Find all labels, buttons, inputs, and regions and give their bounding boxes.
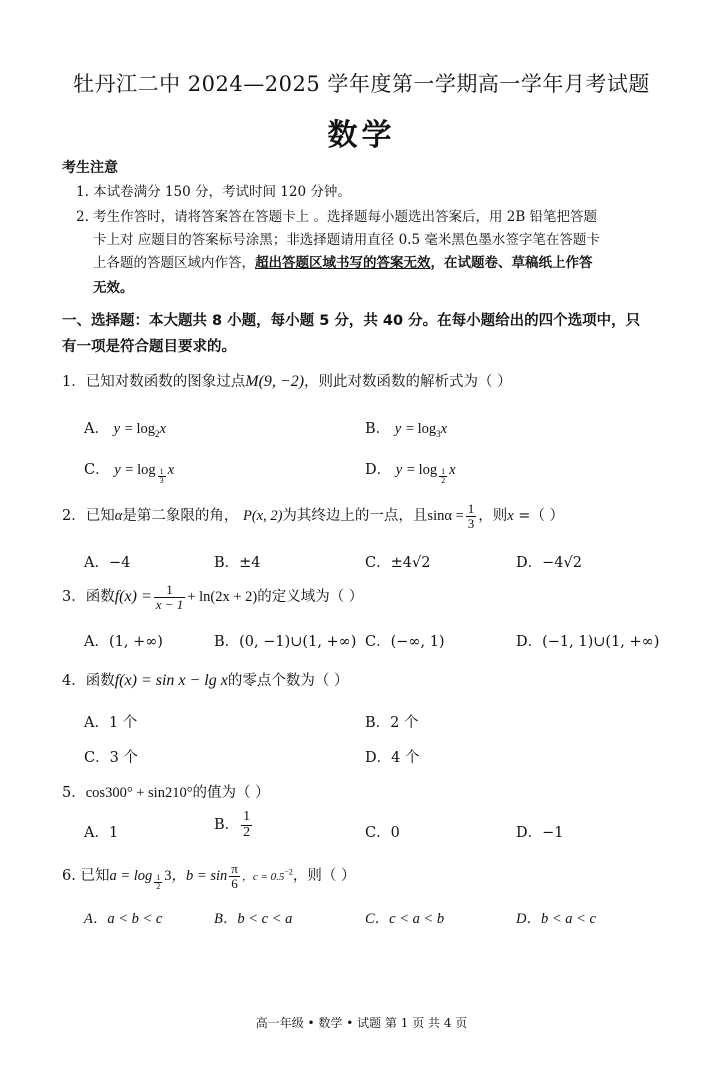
question-5-option-b: B． $\frac{1}{2}$ bbox=[214, 809, 251, 840]
question-4-option-c: C．3 个 bbox=[84, 750, 138, 766]
question-2-option-d: D．−4√2 bbox=[516, 555, 582, 571]
question-5-option-c: C．0 bbox=[365, 825, 400, 841]
question-2-option-b: B．±4 bbox=[214, 555, 261, 571]
question-1-option-a: A． $y = \log_2x$ bbox=[84, 421, 166, 439]
question-1-option-b: B． $y = \log_3x$ bbox=[365, 421, 448, 439]
question-6-option-c: C．c < a < b bbox=[365, 911, 445, 927]
question-2-option-c: C．±4√2 bbox=[365, 555, 431, 571]
question-6-option-a: A．a < b < c bbox=[84, 911, 163, 927]
notice-item-2-line-2: 卡上对 应题目的答案标号涂黑；非选择题请用直径 0.5 毫米黑色墨水签字笔在答题卡 bbox=[93, 232, 600, 248]
question-2-stem: 2．已知α是第二象限的角， P(x, 2)为其终边上的一点，且sinα = $\frac{1}{3}$ ，则x =（ ） bbox=[62, 501, 565, 531]
question-5-option-d: D．−1 bbox=[516, 825, 564, 841]
question-4-option-b: B．2 个 bbox=[365, 715, 419, 731]
notice-text: 上各题的答题区域内作答， bbox=[93, 255, 255, 271]
question-2-option-a: A．−4 bbox=[84, 555, 131, 571]
question-3-option-b: B．(0, −1)∪(1, +∞) bbox=[214, 634, 357, 650]
notice-item-2-line-3 bbox=[93, 251, 593, 271]
question-1-option-c: C． y = log $\frac{1}{3}$ x bbox=[84, 462, 175, 485]
question-3-stem: 3．函数f(x) = $\frac{1}{x - 1}$ + ln(2x + 2)的定义域为（ ） bbox=[62, 582, 364, 612]
question-3-option-c: C．(−∞, 1) bbox=[365, 634, 445, 650]
notice-item-2-line-1: 2. 考生作答时，请将答案答在答题卡上 。选择题每小题选出答案后，用 2B 铅笔把答题 bbox=[76, 209, 598, 225]
section-heading-line-2: 有一项是符合题目要求的。 bbox=[62, 339, 236, 355]
question-5-option-a: A．1 bbox=[84, 825, 119, 841]
question-4-stem: 4．函数f(x) = sin x − lg x的零点个数为（ ） bbox=[62, 672, 349, 689]
question-5-stem: 5．cos300° + sin210°的值为（ ） bbox=[62, 785, 270, 801]
notice-item-2-line-4: 无效。 bbox=[93, 280, 134, 296]
exam-title: 牡丹江二中 2024—2025 学年度第一学期高一学年月考试题 bbox=[73, 72, 650, 96]
notice-item-1: 1. 本试卷满分 150 分，考试时间 120 分钟。 bbox=[76, 184, 351, 200]
question-1-option-d: D． y = log $\frac{1}{2}$ x bbox=[365, 462, 456, 485]
question-6-stem: 6. 已知a = log $\frac{1}{2}$ 3，b = sin $\frac{\pi}{6}$ ，$c = 0.5^{-2}$，则（ ） bbox=[62, 861, 356, 892]
question-4-option-a: A．1 个 bbox=[84, 715, 138, 731]
question-6-option-b: B．b < c < a bbox=[214, 911, 293, 927]
subject-title: 数学 bbox=[327, 118, 396, 153]
notice-warning-draft: ，在试题卷、草稿纸上作答 bbox=[430, 255, 593, 271]
question-1-stem: 1．已知对数函数的图象过点M(9, −2)，则此对数函数的解析式为（ ） bbox=[62, 373, 512, 390]
page-footer: 高一年级 • 数学 • 试题 第 1 页 共 4 页 bbox=[255, 1016, 468, 1030]
question-3-option-a: A．(1, +∞) bbox=[84, 634, 163, 650]
question-3-option-d: D．(−1, 1)∪(1, +∞) bbox=[516, 634, 660, 650]
notice-warning-invalid: 超出答题区域书写的答案无效 bbox=[255, 255, 431, 271]
notice-heading: 考生注意 bbox=[62, 160, 118, 176]
question-4-option-d: D．4 个 bbox=[365, 750, 420, 766]
section-heading-line-1: 一、选择题：本大题共 8 小题，每小题 5 分，共 40 分。在每小题给出的四个选项中，只 bbox=[62, 313, 641, 329]
question-6-option-d: D．b < a < c bbox=[516, 911, 596, 927]
